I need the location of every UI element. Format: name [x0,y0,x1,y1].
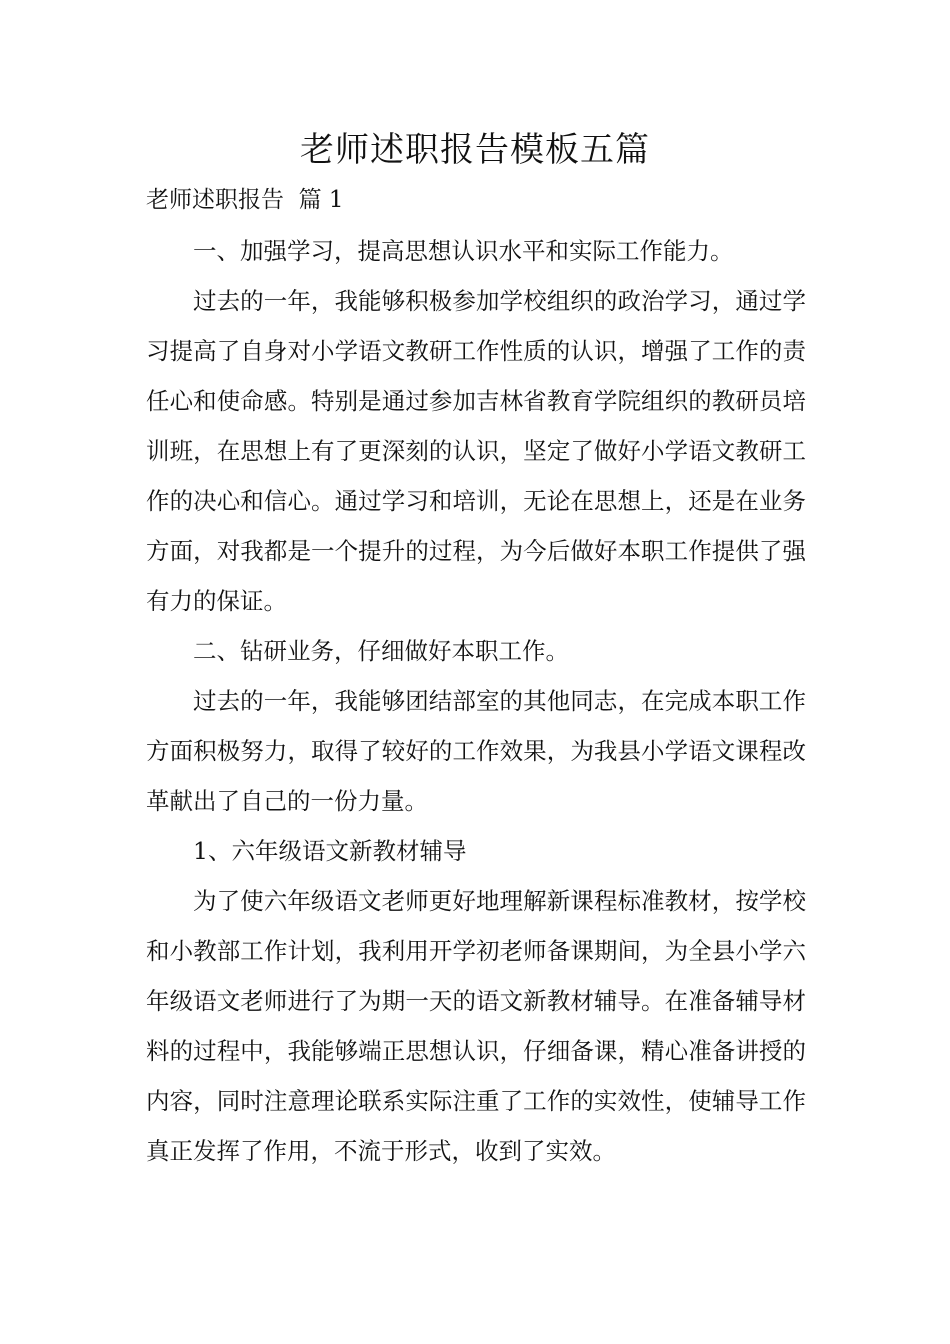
document-subtitle: 老师述职报告 篇 1 [146,187,344,213]
document-title: 老师述职报告模板五篇 [300,130,650,170]
paragraph: 为了使六年级语文老师更好地理解新课程标准教材，按学校和小教部工作计划，我利用开学初老师备课期间，为全县小学六年级语文老师进行了为期一天的语文新教材辅导。在准备辅导材料的过程中，我能够端正思想认识，仔细备课，精心准备讲授的内容，同时注意理论联系实际注重了工作的实效性，使辅导工作真正发挥了作用，不流于形式，收到了实效。 [146,887,806,1165]
document-body [146,226,806,1176]
paragraph: 过去的一年，我能够积极参加学校组织的政治学习，通过学习提高了自身对小学语文教研工作性质的认识，增强了工作的责任心和使命感。特别是通过参加吉林省教育学院组织的教研员培训班，在思想上有了更深刻的认识，坚定了做好小学语文教研工作的决心和信心。通过学习和培训，无论在思想上，还是在业务方面，对我都是一个提升的过程，为今后做好本职工作提供了强有力的保证。 [146,287,806,615]
subsection-heading-1: 1、六年级语文新教材辅导 [193,837,467,865]
paragraph: 过去的一年，我能够团结部室的其他同志，在完成本职工作方面积极努力，取得了较好的工作效果，为我县小学语文课程改革献出了自己的一份力量。 [146,687,806,815]
section-heading-1: 一、加强学习，提高思想认识水平和实际工作能力。 [193,237,734,265]
section-heading-2: 二、钻研业务，仔细做好本职工作。 [193,637,569,665]
